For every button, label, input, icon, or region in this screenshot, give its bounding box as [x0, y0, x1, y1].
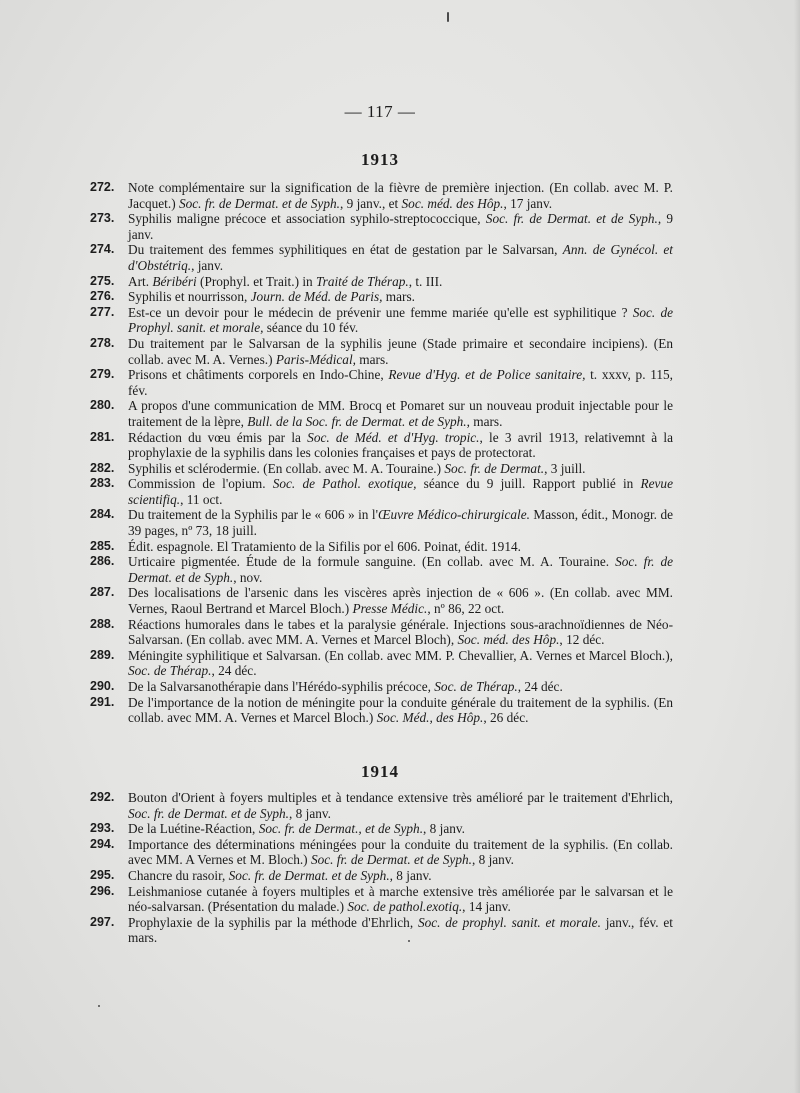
entry-number: 285. [90, 538, 115, 553]
entry-text [128, 242, 673, 273]
entry-text-segment: , 9 janv. [128, 211, 673, 242]
entry-number: 288. [90, 616, 115, 631]
entry-text-segment: janv., fév. et mars. [128, 914, 673, 946]
entry-text-segment: A propos d'une communication de MM. Brocq et Pomaret sur un nouveau produit injectable pour le traitement de la lèpre, [128, 398, 673, 429]
entry-text-segment: , 24 déc. [517, 679, 563, 694]
entry-text [128, 274, 442, 289]
bibliography-entry [88, 398, 673, 429]
bibliography-entry [88, 430, 673, 461]
entry-text [128, 554, 673, 585]
entry-text-segment: , nº 86, 22 oct. [427, 601, 505, 617]
entry-text [128, 211, 673, 242]
entry-text [128, 648, 673, 679]
entry-number: 275. [90, 273, 115, 288]
entry-journal-title: Soc. de Thérap. [434, 679, 518, 694]
year-heading-1914: 1914 [361, 762, 399, 781]
entry-number: 279. [90, 367, 115, 382]
entry-text-segment: , 8 janv. [423, 821, 466, 837]
entry-text-segment: Prophylaxie de la syphilis par la méthode d'Ehrlich, [128, 914, 418, 930]
entry-text-segment: , 3 juill. [544, 460, 586, 476]
bibliography-entry [88, 585, 673, 616]
entry-journal-title: Soc. de Prophyl. sanit. et morale, [128, 304, 673, 336]
bibliography-entry [88, 695, 673, 726]
entry-text-segment: , le 3 avril 1913, relativemnt à la prophylaxie de la syphilis dans les colonies françaises et pays de protectorat. [128, 429, 673, 461]
entry-number: 289. [90, 647, 115, 662]
entry-text-segment: Réactions humorales dans le tabes et la paralysie générale. Injections sous-arachnoïdiennes de Néo-Salvarsan. (En collab. avec MM. A. Vernes et Marcel Bloch), [128, 616, 673, 648]
entry-journal-title: Soc. fr. de Dermat. et de Syph. [178, 195, 340, 211]
entry-text-segment: Est-ce un devoir pour le médecin de prévenir une femme mariée qu'elle est syphilitique ? [128, 304, 633, 320]
entry-text-segment: Leishmaniose cutanée à foyers multiples et à marche extensive très améliorée par le salvarsan et le néo-salvarsan. (Présentation du malade.) [128, 883, 673, 915]
entry-number: 283. [90, 476, 115, 491]
entry-text-segment: Bouton d'Orient à foyers multiples et à tendance extensive très amélioré par le traitement d'Ehrlich, [128, 790, 673, 805]
entry-number: 272. [90, 180, 115, 194]
entry-text [128, 617, 673, 648]
entry-journal-title: Soc. fr. de Dermat. et de Syph. [128, 554, 673, 585]
entry-number: 280. [90, 398, 115, 413]
entry-text [128, 180, 673, 211]
bibliography-entry [88, 367, 673, 398]
bibliography-entry [88, 289, 673, 305]
entry-text-segment: , 9 janv., et [339, 195, 402, 211]
entry-text-segment: Syphilis et sclérodermie. (En collab. avec M. A. Touraine.) [128, 460, 445, 476]
entry-text [128, 915, 673, 946]
entry-journal-title: Soc. fr. de Dermat. et de Syph. [128, 805, 290, 821]
entry-text-segment: séance du 10 fév. [263, 320, 359, 336]
entry-number: 287. [90, 585, 115, 600]
entry-journal-title: Œuvre Médico-chirurgicale. [377, 507, 530, 523]
entry-text-segment: De l'importance de la notion de méningite pour la conduite générale du traitement de la syphilis. (En collab. avec MM. A. Vernes et Marcel Bloch.) [128, 694, 673, 726]
page-number: — 117 — [344, 102, 416, 121]
scan-speck [408, 940, 410, 942]
entry-text [128, 695, 673, 726]
entry-text-segment: , 14 janv. [462, 899, 511, 915]
entry-journal-title: Traité de Thérap. [316, 273, 409, 289]
bibliography-entry [88, 539, 673, 555]
entry-number: 296. [90, 883, 115, 898]
entry-text [128, 585, 673, 616]
entry-text-segment: , nov. [233, 569, 263, 585]
entry-text-segment: Commission de l'opium. [128, 476, 273, 492]
entry-journal-title: Soc. méd. des Hôp. [457, 632, 560, 648]
bibliography-entry [88, 242, 673, 273]
bibliography-entry [88, 507, 673, 538]
scan-speck [447, 12, 449, 22]
entry-text [128, 336, 673, 367]
entry-text-segment: , 12 déc. [559, 632, 605, 648]
entry-text-segment: , 24 déc. [211, 663, 257, 679]
entry-text-segment: De la Luétine-Réaction, [128, 821, 259, 837]
entry-text [128, 837, 673, 868]
entry-journal-title: Soc. fr. de Dermat. et de Syph. [310, 852, 472, 868]
bibliography-entry [88, 868, 673, 884]
bibliography-list-1913 [88, 180, 673, 726]
entry-number: 278. [90, 335, 115, 350]
entry-number: 292. [90, 790, 115, 804]
entry-text [128, 790, 673, 821]
bibliography-list-1914 [88, 790, 673, 946]
entry-journal-title: Soc. de Méd. et d'Hyg. tropic. [307, 429, 480, 445]
entry-text-segment: , 8 janv. [289, 805, 331, 821]
entry-text-segment: Art. [128, 273, 153, 289]
entry-text-segment: Du traitement de la Syphilis par le « 606 » in l' [128, 507, 378, 523]
entry-text [128, 539, 521, 554]
entry-text-segment: (Prophyl. et Trait.) in [196, 273, 316, 289]
entry-text-segment: Prisons et châtiments corporels en Indo-Chine, [128, 367, 389, 383]
entry-journal-title: Revue scientifiq. [128, 476, 673, 507]
entry-number: 290. [90, 679, 115, 693]
entry-text [128, 398, 673, 429]
entry-text [128, 821, 465, 836]
entry-journal-title: Ann. de Gynécol. et d'Obstétriq. [128, 242, 673, 273]
bibliography-entry [88, 679, 673, 695]
entry-text [128, 461, 585, 476]
entry-journal-title: Soc. de Pathol. exotique, [272, 476, 417, 492]
bibliography-entry [88, 274, 673, 290]
entry-journal-title: Soc. de pathol.exotiq. [347, 899, 463, 915]
entry-journal-title: Soc. de Thérap. [128, 663, 212, 679]
entry-journal-title: Soc. fr. de Dermat. [444, 460, 545, 476]
entry-text-segment: Importance des déterminations méningées pour la conduite du traitement de la syphilis. (En collab. avec MM. A Vernes et M. Bloch.) [128, 836, 673, 868]
entry-number: 293. [90, 821, 115, 836]
entry-number: 273. [90, 211, 115, 226]
entry-text-segment: mars. [382, 289, 415, 305]
entry-text-segment: , mars. [466, 413, 503, 429]
bibliography-entry [88, 554, 673, 585]
entry-journal-title: Revue d'Hyg. et de Police sanitaire, [388, 367, 586, 383]
entry-text-segment: Rédaction du vœu émis par la [128, 429, 308, 445]
entry-text-segment: , 8 janv. [471, 852, 514, 868]
entry-journal-title: Soc. fr. de Dermat. et de Syph. [228, 867, 390, 883]
entry-text-segment: , 8 janv. [389, 867, 432, 883]
entry-number: 281. [90, 429, 115, 444]
entry-text [128, 679, 563, 694]
entry-number: 286. [90, 554, 115, 569]
entry-text-segment: Du traitement par le Salvarsan de la syphilis jeune (Stade primaire et secondaire incipiens). (En collab. avec M. A. Vernes.) [128, 335, 673, 367]
entry-number: 282. [90, 460, 115, 475]
entry-text-segment: mars. [355, 351, 389, 367]
entry-text-segment: Méningite syphilitique et Salvarsan. (En collab. avec MM. P. Chevallier, A. Vernes et Marcel Bloch.), [128, 647, 673, 663]
entry-text-segment: Chancre du rasoir, [128, 867, 229, 883]
entry-journal-title: Bull. de la Soc. fr. de Dermat. et de Syph. [247, 413, 467, 429]
entry-text [128, 476, 673, 507]
entry-text [128, 507, 673, 538]
entry-number: 276. [90, 289, 115, 304]
entry-text [128, 868, 432, 883]
entry-journal-title: Journ. de Méd. de Paris, [250, 289, 383, 305]
entry-journal-title: Soc. méd. des Hôp. [401, 195, 504, 211]
page-edge-shadow [794, 0, 800, 1093]
entry-journal-title: Paris-Médical, [275, 351, 356, 367]
entry-text-segment: , 17 janv. [503, 195, 553, 211]
bibliography-entry [88, 821, 673, 837]
entry-text-segment: Des localisations de l'arsenic dans les viscères après injection de « 606 ». (En collab. avec MM. Vernes, Raoul Bertrand et Marcel Bloch.) [128, 585, 673, 617]
entry-number: 284. [90, 507, 115, 522]
entry-text [128, 430, 673, 461]
entry-text-segment: Édit. espagnole. El Tratamiento de la Sifilis por el 606. Poinat, édit. 1914. [128, 538, 521, 554]
entry-text-segment: Masson, édit., Monogr. de 39 pages, nº 73, 18 juill. [128, 507, 673, 539]
scan-speck [98, 1005, 100, 1007]
bibliography-entry [88, 305, 673, 336]
entry-journal-title: Soc. Méd., des Hôp. [376, 710, 484, 726]
entry-journal-title: Soc. fr. de Dermat., et de Syph. [258, 821, 424, 837]
entry-text-segment: Urticaire pigmentée. Étude de la formule sanguine. (En collab. avec M. A. Touraine. [128, 554, 616, 570]
entry-journal-title: Presse Médic. [352, 601, 428, 617]
entry-text-segment: Syphilis maligne précoce et association syphilo-streptococcique, [128, 211, 486, 227]
entry-text-segment: , t. III. [408, 273, 443, 289]
entry-journal-title: Soc. de prophyl. sanit. et morale. [417, 914, 601, 930]
bibliography-entry [88, 884, 673, 915]
entry-text-segment: , janv. [191, 257, 224, 273]
entry-text-segment: De la Salvarsanothérapie dans l'Hérédo-syphilis précoce, [128, 679, 435, 694]
bibliography-entry [88, 336, 673, 367]
entry-journal-title: Soc. fr. de Dermat. et de Syph. [485, 211, 658, 227]
bibliography-entry [88, 617, 673, 648]
entry-journal-title: Béribéri [152, 273, 197, 289]
bibliography-entry [88, 180, 673, 211]
entry-number: 295. [90, 867, 115, 882]
entry-text-segment: Syphilis et nourrisson, [128, 289, 251, 305]
entry-number: 297. [90, 914, 115, 929]
entry-text-segment: Du traitement des femmes syphilitiques en état de gestation par le Salvarsan, [128, 242, 563, 258]
entry-number: 274. [90, 242, 115, 257]
entry-text-segment: séance du 9 juill. Rapport publié in [416, 476, 641, 492]
entry-text-segment: , 11 oct. [180, 491, 223, 507]
entry-number: 277. [90, 304, 115, 319]
entry-number: 294. [90, 836, 115, 851]
bibliography-entry [88, 837, 673, 868]
entry-text [128, 884, 673, 915]
bibliography-entry [88, 648, 673, 679]
entry-text [128, 289, 415, 304]
bibliography-entry [88, 476, 673, 507]
entry-text-segment: , 26 déc. [483, 710, 529, 726]
year-heading-1913: 1913 [361, 150, 399, 169]
bibliography-entry [88, 211, 673, 242]
entry-text-segment: Note complémentaire sur la signification de la fièvre de première injection. (En collab. avec M. P. Jacquet.) [128, 180, 673, 211]
entry-text [128, 367, 673, 398]
bibliography-entry [88, 790, 673, 821]
bibliography-entry [88, 461, 673, 477]
bibliography-entry [88, 915, 673, 946]
entry-text-segment: t. xxxv, p. 115, fév. [128, 367, 673, 398]
entry-text [128, 305, 673, 336]
entry-number: 291. [90, 694, 115, 709]
